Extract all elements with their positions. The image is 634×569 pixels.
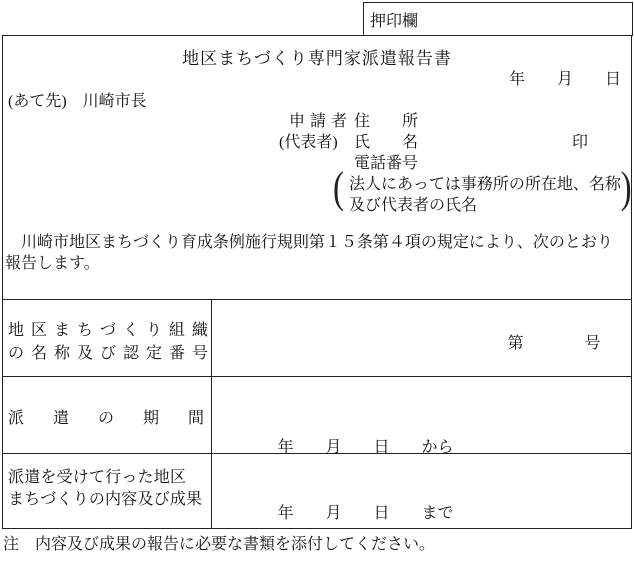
applicant-role-label: 申請者: [289, 113, 353, 130]
seal-box-label: 押印欄: [370, 13, 419, 30]
corp-note-line2: 及び代表者の氏名: [349, 197, 478, 214]
period-value-cell: [212, 377, 632, 522]
result-header-line2: まちづくりの内容及び成果: [8, 491, 203, 508]
period-header-cell: [3, 377, 234, 454]
seal-stamp-box: [363, 2, 633, 36]
cert-number-prefix: 第: [507, 335, 524, 352]
result-value-cell: [212, 454, 632, 528]
cert-number-suffix: 号: [584, 335, 601, 352]
form-title: 地区まちづくり専門家派遣報告書: [182, 49, 452, 68]
period-from-line: 年 月 日 から: [277, 439, 454, 456]
org-name-value-cell: [212, 300, 632, 377]
corp-note-right-paren: ): [620, 163, 632, 212]
corp-note-line1: 法人にあっては事務所の所在地、名称: [349, 176, 621, 193]
result-header-cell: [3, 454, 212, 528]
period-to-line: 年 月 日 まで: [277, 505, 454, 522]
result-header-line1: 派遣を受けて行った地区: [8, 469, 187, 486]
org-name-header-line1: 地区まちづくり組織: [8, 322, 215, 339]
applicant-address-label: 住 所: [354, 113, 419, 130]
date-blank-line: 年 月 日: [508, 71, 621, 88]
addressee-line: (あて先) 川崎市長: [8, 93, 147, 110]
org-name-header-line2: の名称及び認定番号: [8, 345, 216, 362]
form-frame: [2, 35, 632, 529]
representative-label: (代表者): [279, 134, 338, 151]
footer-note: 注 内容及び成果の報告に必要な書類を添付してください。: [3, 536, 436, 553]
report-table: [3, 299, 631, 528]
applicant-name-label: 氏 名: [354, 134, 419, 151]
statement-paragraph: 川崎市地区まちづくり育成条例施行規則第１５条第４項の規定により、次のとおり報告します。: [5, 234, 613, 272]
personal-seal-mark: 印: [572, 134, 589, 151]
phone-number-label: 電話番号: [354, 155, 419, 172]
period-header-label: 派遣の期間: [8, 410, 234, 427]
org-name-header-cell: [3, 300, 216, 377]
corp-note-left-paren: (: [333, 163, 344, 212]
